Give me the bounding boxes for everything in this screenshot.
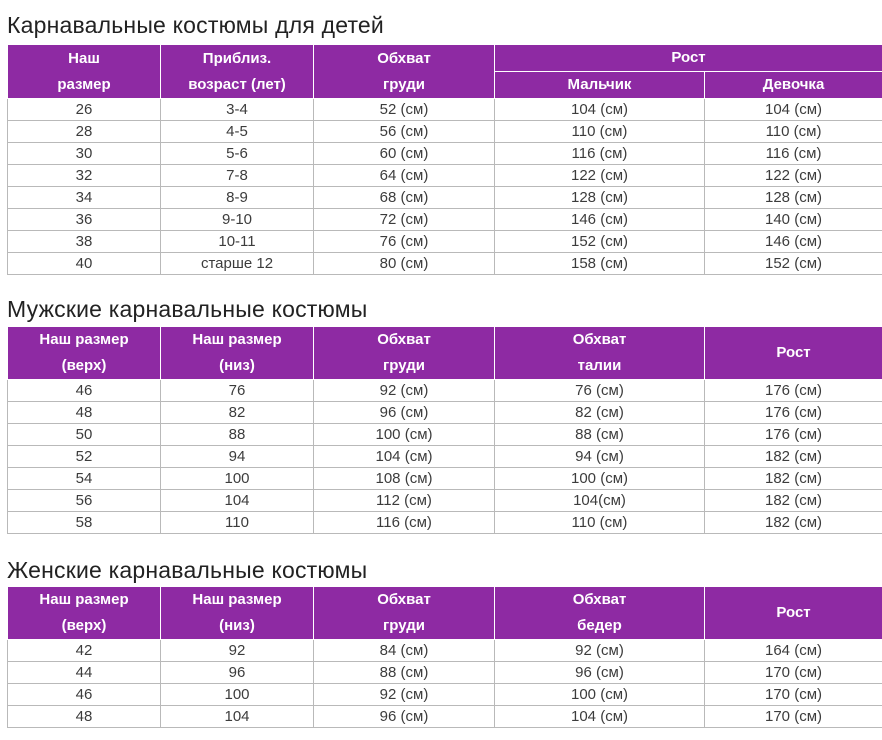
table-cell: 44: [8, 662, 161, 684]
table-cell: старше 12: [161, 253, 314, 275]
table-row: [8, 512, 882, 534]
table-cell: 92 (см): [495, 640, 705, 662]
table-row: [8, 490, 882, 512]
table-cell: 164 (см): [705, 640, 882, 662]
table-cell: 110 (см): [495, 121, 705, 143]
header-line: Наш: [68, 49, 100, 67]
table-cell: 116 (см): [705, 143, 882, 165]
table-cell: 58: [8, 512, 161, 534]
table-cell: 72 (см): [314, 209, 495, 231]
table-cell: 158 (см): [495, 253, 705, 275]
table-cell: 94: [161, 446, 314, 468]
table-cell: 108 (см): [314, 468, 495, 490]
header-chest: [314, 587, 495, 640]
table-row: [8, 209, 882, 231]
table-cell: 54: [8, 468, 161, 490]
kids-table-body: [8, 99, 882, 275]
table-cell: 104(см): [495, 490, 705, 512]
header-line: Приблиз.: [202, 49, 272, 67]
header-line: груди: [383, 617, 425, 634]
header-line: груди: [383, 357, 425, 374]
table-cell: 48: [8, 706, 161, 728]
table-cell: 110 (см): [705, 121, 882, 143]
table-cell: 100 (см): [314, 424, 495, 446]
table-cell: 96: [161, 662, 314, 684]
table-cell: 56 (см): [314, 121, 495, 143]
table-row: [8, 706, 882, 728]
header-line: (низ): [219, 617, 255, 634]
table-cell: 52: [8, 446, 161, 468]
table-cell: 140 (см): [705, 209, 882, 231]
header-line: талии: [577, 357, 622, 374]
header-line: (низ): [219, 357, 255, 374]
table-cell: 8-9: [161, 187, 314, 209]
table-cell: 182 (см): [705, 446, 882, 468]
header-height: Рост: [705, 327, 882, 380]
table-cell: 104: [161, 706, 314, 728]
table-cell: 76 (см): [495, 380, 705, 402]
table-cell: 68 (см): [314, 187, 495, 209]
table-cell: 64 (см): [314, 165, 495, 187]
table-cell: 92 (см): [314, 684, 495, 706]
table-row: [8, 380, 882, 402]
table-row: [8, 424, 882, 446]
table-cell: 182 (см): [705, 490, 882, 512]
kids-size-table: [7, 44, 882, 275]
header-girl: Девочка: [705, 72, 882, 99]
table-row: [8, 662, 882, 684]
women-table-title: Женские карнавальные костюмы: [7, 557, 368, 583]
table-cell: 82 (см): [495, 402, 705, 424]
table-cell: 182 (см): [705, 512, 882, 534]
header-size-top: [8, 587, 161, 640]
table-cell: 104 (см): [705, 99, 882, 121]
table-cell: 4-5: [161, 121, 314, 143]
kids-table-title: Карнавальные костюмы для детей: [7, 12, 384, 38]
header-boy: Мальчик: [495, 72, 705, 99]
table-cell: 110: [161, 512, 314, 534]
table-cell: 112 (см): [314, 490, 495, 512]
table-row: [8, 253, 882, 275]
table-cell: 100 (см): [495, 684, 705, 706]
women-size-table: [7, 586, 882, 728]
table-cell: 76: [161, 380, 314, 402]
header-line: груди: [383, 75, 425, 93]
table-cell: 96 (см): [495, 662, 705, 684]
table-row: [8, 99, 882, 121]
header-size-top: [8, 327, 161, 380]
table-cell: 28: [8, 121, 161, 143]
table-cell: 80 (см): [314, 253, 495, 275]
table-cell: 104: [161, 490, 314, 512]
table-cell: 3-4: [161, 99, 314, 121]
table-row: [8, 640, 882, 662]
header-height: Рост: [495, 45, 882, 72]
table-cell: 60 (см): [314, 143, 495, 165]
table-cell: 36: [8, 209, 161, 231]
table-cell: 176 (см): [705, 380, 882, 402]
table-cell: 50: [8, 424, 161, 446]
table-cell: 170 (см): [705, 684, 882, 706]
table-row: [8, 187, 882, 209]
table-cell: 128 (см): [495, 187, 705, 209]
table-cell: 122 (см): [495, 165, 705, 187]
table-cell: 88: [161, 424, 314, 446]
table-row: [8, 231, 882, 253]
table-row: [8, 468, 882, 490]
table-cell: 96 (см): [314, 402, 495, 424]
table-cell: 88 (см): [495, 424, 705, 446]
table-cell: 146 (см): [705, 231, 882, 253]
header-line: Наш размер: [39, 331, 129, 348]
men-size-table: [7, 326, 882, 534]
header-line: Наш размер: [192, 331, 282, 348]
table-cell: 88 (см): [314, 662, 495, 684]
table-cell: 82: [161, 402, 314, 424]
table-cell: 76 (см): [314, 231, 495, 253]
header-line: бедер: [577, 617, 622, 634]
men-table-title: Мужские карнавальные костюмы: [7, 296, 368, 322]
table-cell: 30: [8, 143, 161, 165]
table-cell: 110 (см): [495, 512, 705, 534]
table-cell: 42: [8, 640, 161, 662]
header-approx-age: [161, 45, 314, 99]
table-cell: 56: [8, 490, 161, 512]
header-line: Обхват: [377, 331, 431, 348]
table-cell: 152 (см): [495, 231, 705, 253]
table-cell: 34: [8, 187, 161, 209]
header-line: (верх): [61, 357, 107, 374]
header-size-bottom: [161, 327, 314, 380]
header-hips: [495, 587, 705, 640]
table-cell: 122 (см): [705, 165, 882, 187]
header-waist: [495, 327, 705, 380]
table-cell: 46: [8, 380, 161, 402]
table-row: [8, 121, 882, 143]
table-cell: 46: [8, 684, 161, 706]
header-chest: [314, 45, 495, 99]
header-line: Обхват: [377, 591, 431, 608]
table-cell: 5-6: [161, 143, 314, 165]
header-line: размер: [57, 75, 111, 93]
table-row: [8, 165, 882, 187]
table-cell: 40: [8, 253, 161, 275]
table-cell: 170 (см): [705, 662, 882, 684]
table-row: [8, 402, 882, 424]
header-line: возраст (лет): [188, 75, 286, 93]
header-chest: [314, 327, 495, 380]
table-cell: 116 (см): [495, 143, 705, 165]
table-cell: 100 (см): [495, 468, 705, 490]
table-cell: 170 (см): [705, 706, 882, 728]
table-cell: 26: [8, 99, 161, 121]
header-line: Обхват: [377, 49, 431, 67]
table-cell: 38: [8, 231, 161, 253]
table-cell: 128 (см): [705, 187, 882, 209]
header-line: Наш размер: [39, 591, 129, 608]
table-cell: 100: [161, 684, 314, 706]
table-cell: 7-8: [161, 165, 314, 187]
table-row: [8, 143, 882, 165]
women-table-body: [8, 640, 882, 728]
table-row: [8, 446, 882, 468]
table-cell: 94 (см): [495, 446, 705, 468]
table-cell: 92 (см): [314, 380, 495, 402]
table-cell: 152 (см): [705, 253, 882, 275]
table-cell: 96 (см): [314, 706, 495, 728]
header-line: (верх): [61, 617, 107, 634]
table-cell: 48: [8, 402, 161, 424]
header-line: Обхват: [572, 331, 627, 348]
table-cell: 100: [161, 468, 314, 490]
men-table-body: [8, 380, 882, 534]
header-line: Обхват: [572, 591, 627, 608]
table-cell: 116 (см): [314, 512, 495, 534]
table-row: [8, 684, 882, 706]
table-cell: 176 (см): [705, 424, 882, 446]
table-cell: 104 (см): [495, 706, 705, 728]
table-cell: 52 (см): [314, 99, 495, 121]
table-cell: 182 (см): [705, 468, 882, 490]
header-size-bottom: [161, 587, 314, 640]
table-cell: 10-11: [161, 231, 314, 253]
table-cell: 146 (см): [495, 209, 705, 231]
table-cell: 92: [161, 640, 314, 662]
header-our-size: [8, 45, 161, 99]
table-cell: 84 (см): [314, 640, 495, 662]
header-line: Наш размер: [192, 591, 282, 608]
table-cell: 32: [8, 165, 161, 187]
table-cell: 104 (см): [495, 99, 705, 121]
header-height: Рост: [705, 587, 882, 640]
table-cell: 104 (см): [314, 446, 495, 468]
table-cell: 9-10: [161, 209, 314, 231]
table-cell: 176 (см): [705, 402, 882, 424]
